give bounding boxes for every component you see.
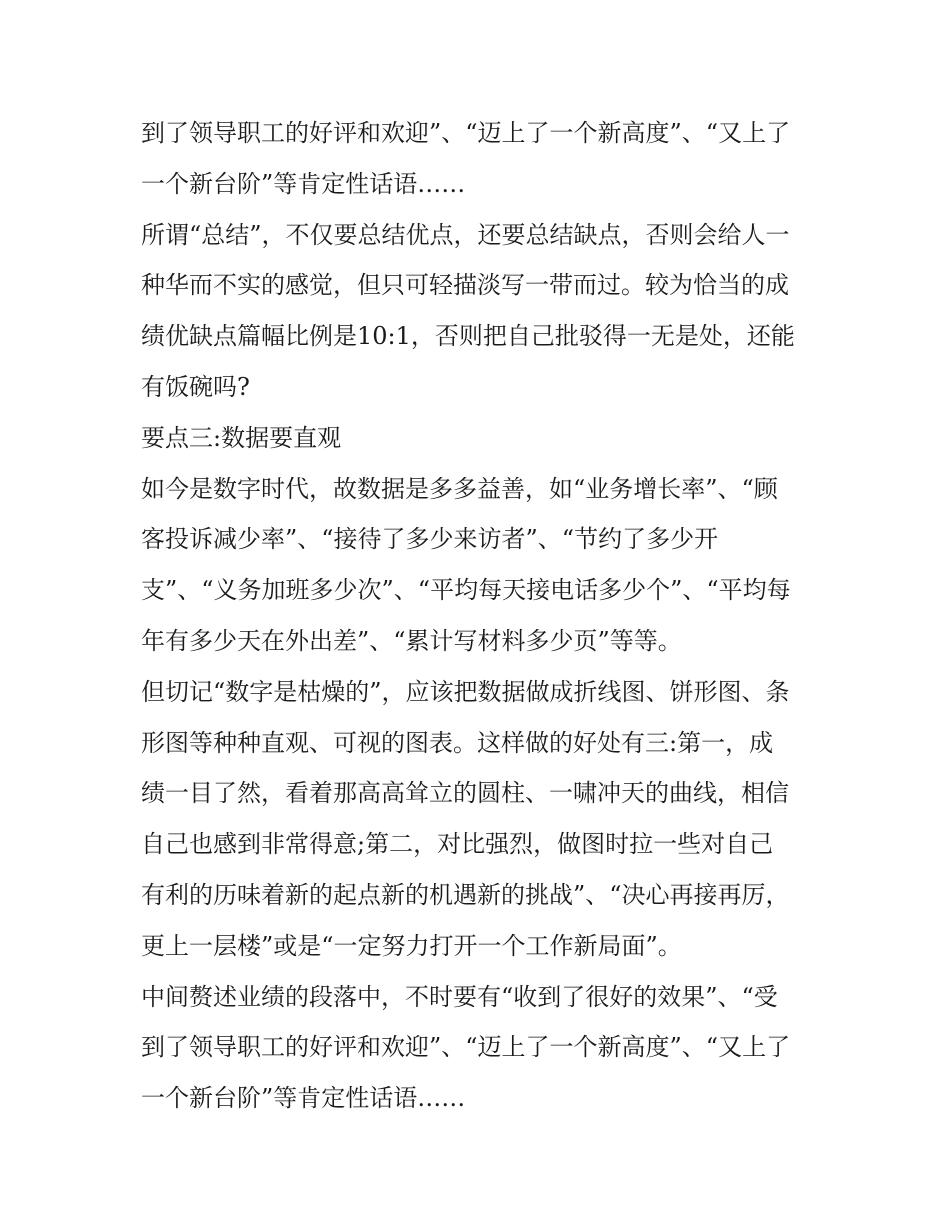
text-line: 但切记“数字是枯燥的”，应该把数据做成折线图、饼形图、条: [141, 677, 790, 706]
text-line: 有饭碗吗?: [141, 372, 250, 401]
text-line: 如今是数字时代，故数据是多多益善，如“业务增长率”、“顾: [141, 474, 778, 503]
text-line: 一个新台阶”等肯定性话语……: [141, 169, 466, 198]
text-line: 到了领导职工的好评和欢迎”、“迈上了一个新高度”、“又上了: [141, 119, 791, 147]
section-heading: 要点三:数据要直观: [141, 423, 342, 452]
text-line: 种华而不实的感觉，但只可轻描淡写一带而过。较为恰当的成: [141, 271, 789, 300]
text-line: 有利的历味着新的起点新的机遇新的挑战”、“决心再接再厉，: [141, 880, 790, 909]
text-line: 绩一目了然，看着那高高耸立的圆柱、一啸冲天的曲线，相信: [141, 779, 789, 808]
text-line: 所谓“总结”，不仅要总结优点，还要总结缺点，否则会给人一: [141, 220, 790, 249]
text-line: 绩优缺点篇幅比例是10:1，否则把自己批驳得一无是处，还能: [141, 322, 795, 351]
text-line: 年有多少天在外出差”、“累计写材料多少页”等等。: [141, 626, 682, 655]
text-line: 形图等种种直观、可视的图表。这样做的好处有三:第一，成: [141, 728, 774, 757]
text-line: 中间赘述业绩的段落中，不时要有“收到了很好的效果”、“受: [141, 982, 778, 1011]
text-line: 自己也感到非常得意;第二，对比强烈，做图时拉一些对自己: [141, 830, 774, 859]
text-line: 支”、“义务加班多少次”、“平均每天接电话多少个”、“平均每: [141, 576, 791, 605]
text-line: 一个新台阶”等肯定性话语……: [141, 1084, 466, 1113]
text-line: 更上一层楼”或是“一定努力打开一个工作新局面”。: [141, 931, 682, 960]
document-body: [141, 108, 821, 1124]
text-line: 到了领导职工的好评和欢迎”、“迈上了一个新高度”、“又上了: [141, 1033, 791, 1062]
text-line: 客投诉减少率”、“接待了多少来访者”、“节约了多少开: [141, 525, 719, 554]
